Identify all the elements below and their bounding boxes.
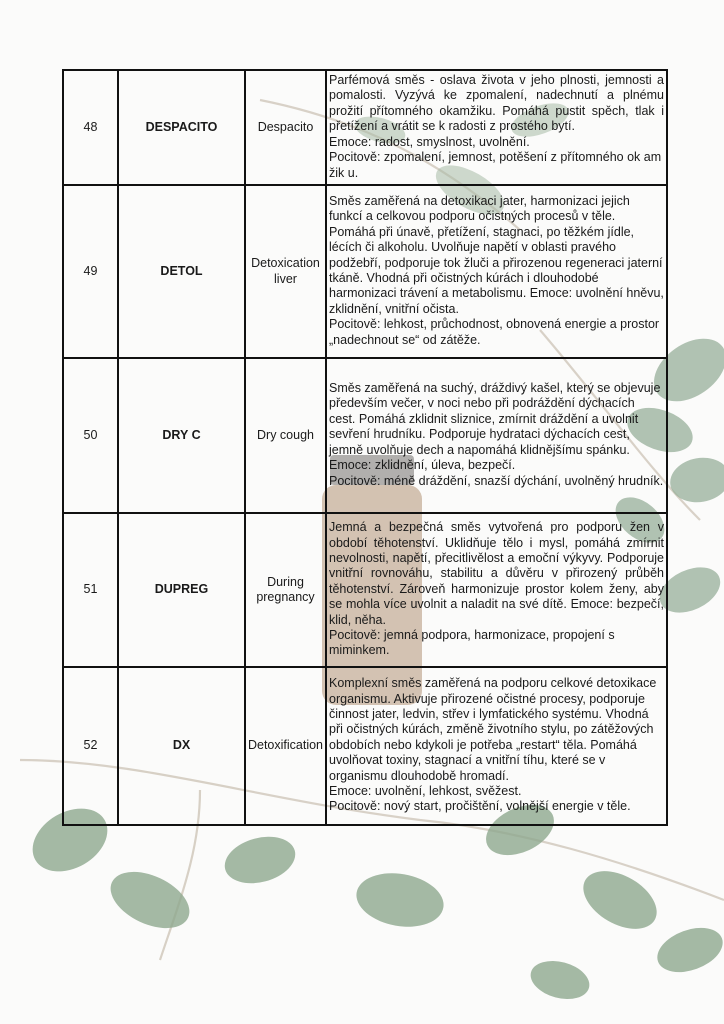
- blend-description: Komplexní směs zaměřená na podporu celkové detoxikace organismu. Aktivuje přirozené očistné procesy, podporuje činnost jater, ledvin, střev i lymfatického systému. Vhodná při očistných kúrách, změně životního stylu, po zátěžových obdobích nebo kdykoli je potřeba „restart“ těla. Pomáhá uvolňovat toxiny, stagnací a vnitřní tíhu, které se v organismu dlouhodobě hromadí.: [329, 676, 657, 783]
- essential-oil-blends-table: [62, 69, 668, 826]
- blend-description-cell: [326, 185, 667, 358]
- blend-description: Směs zaměřená na detoxikaci jater, harmonizaci jejich funkcí a celkovou podporu očistných procesů v těle. Pomáhá při únavě, přetížení, stagnaci, po těžkém jídle, lécích či alkoholu. Uvolňuje napětí v oblasti pravého podžebří, podporuje tok žluči a přirozenou regeneraci jaterní tkáně. Vhodná při očistných kúrách i dlouhodobé harmonizaci trávení a metabolismu. Emoce: uvolnění hněvu, zklidnění, vnitřní očista.: [329, 193, 664, 316]
- blend-code: DX: [118, 667, 245, 825]
- row-number: 49: [63, 185, 118, 358]
- blend-feelings: Pocitově: nový start, pročištění, volnější energie v těle.: [329, 799, 631, 814]
- blend-name: During pregnancy: [245, 513, 326, 667]
- blend-description-cell: [326, 358, 667, 513]
- row-number: 51: [63, 513, 118, 667]
- blend-description-cell: [326, 70, 667, 185]
- blend-description: Parfémová směs - oslava života v jeho plnosti, jemnosti a pomalosti. Vyzývá ke zpomalení, nadechnutí a plnému prožití přítomného okamžiku. Pomáhá pustit spěch, tlak i přetížení a vrátit se k radosti z prostého bytí.: [329, 73, 664, 134]
- blend-feelings: Pocitově: zpomalení, jemnost, potěšení z přítomného ok am žik u.: [329, 150, 662, 180]
- blend-description: Směs zaměřená na suchý, dráždivý kašel, který se objevuje především večer, v noci nebo při podráždění dýchacích cest. Pomáhá zklidnit sliznice, zmírnit dráždění a uvolnit sevření hrudníku. Podporuje hydrataci dýchacích cest, jemně uvolňuje dech a napomáhá klidnějšímu spánku.: [329, 381, 661, 457]
- table-row: [63, 185, 667, 358]
- blend-emotions: Emoce: uvolnění, lehkost, svěžest.: [329, 784, 522, 799]
- row-number: 48: [63, 70, 118, 185]
- row-number: 52: [63, 667, 118, 825]
- blend-description-cell: [326, 667, 667, 825]
- table-row: [63, 358, 667, 513]
- blend-name: Despacito: [245, 70, 326, 185]
- blend-feelings: Pocitově: jemná podpora, harmonizace, propojení s miminkem.: [329, 628, 615, 658]
- blend-code: DUPREG: [118, 513, 245, 667]
- blend-code: DRY C: [118, 358, 245, 513]
- blend-name: Detoxication liver: [245, 185, 326, 358]
- row-number: 50: [63, 358, 118, 513]
- table-row: [63, 70, 667, 185]
- blend-name: Dry cough: [245, 358, 326, 513]
- blend-emotions: Emoce: zklidnění, úleva, bezpečí.: [329, 458, 516, 473]
- blend-description-cell: [326, 513, 667, 667]
- table-row: [63, 513, 667, 667]
- blend-feelings: Pocitově: lehkost, průchodnost, obnovená energie a prostor „nadechnout se“ od zátěže.: [329, 317, 660, 347]
- blend-code: DETOL: [118, 185, 245, 358]
- blend-emotions: Emoce: radost, smyslnost, uvolnění.: [329, 134, 530, 149]
- blend-name: Detoxification: [245, 667, 326, 825]
- blend-code: DESPACITO: [118, 70, 245, 185]
- blend-description: Jemná a bezpečná směs vytvořená pro podporu žen v období těhotenství. Uklidňuje tělo i mysl, pomáhá zmírnit nevolnosti, napětí, přecitlivělost a emoční výkyvy. Podporuje vnitřní rovnováhu, stabilitu a důvěru v přirozený průběh těhotenství. Zároveň harmonizuje prostor kolem ženy, aby se mohla více uvolnit a naladit na své dítě. Emoce: bezpečí, klid, něha.: [329, 520, 664, 627]
- blend-feelings: Pocitově: méně dráždění, snazší dýchání, uvolněný hrudník.: [329, 473, 664, 488]
- table-row: [63, 667, 667, 825]
